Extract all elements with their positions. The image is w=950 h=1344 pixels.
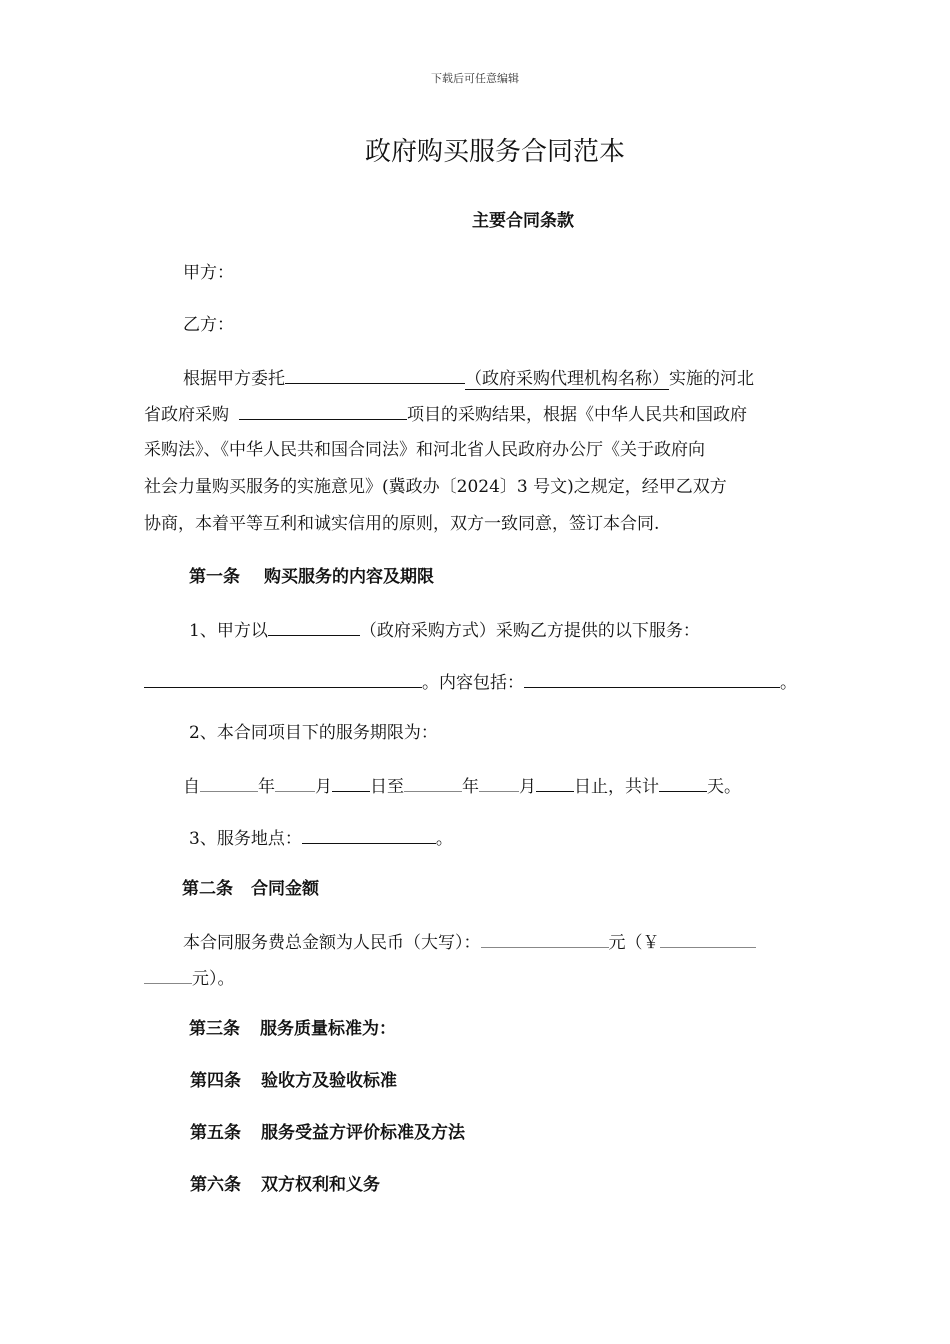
article-1-period-line	[183, 775, 741, 797]
article-1-heading	[189, 567, 434, 587]
article-2-amount-line	[183, 931, 756, 953]
article-6-heading	[190, 1175, 380, 1195]
item-text: 3、服务地点：	[189, 829, 302, 849]
article-1-service-line	[144, 671, 797, 693]
intro-text: 省政府采购	[144, 405, 229, 425]
intro-text: 实施的河北	[669, 369, 754, 389]
period-text: 日止，共计	[574, 777, 659, 797]
period-text: 日至	[370, 777, 404, 797]
article-title: 验收方及验收标准	[261, 1071, 397, 1091]
item-text: 。	[435, 829, 453, 849]
article-number: 第三条	[189, 1019, 240, 1039]
total-days-blank	[659, 775, 707, 792]
article-5-heading	[190, 1123, 465, 1143]
article-1-item-1	[189, 619, 700, 641]
start-day-blank	[332, 775, 370, 792]
article-title: 双方权利和义务	[261, 1175, 380, 1195]
service-location-blank	[302, 827, 436, 844]
end-day-blank	[536, 775, 574, 792]
period-text: 年	[462, 777, 479, 797]
article-3-heading	[189, 1019, 396, 1039]
period-text: 天。	[707, 777, 741, 797]
article-number: 第六条	[190, 1175, 241, 1195]
intro-line-4: 社会力量购买服务的实施意见》(冀政办〔2024〕3 号文)之规定，经甲乙双方	[144, 477, 727, 497]
article-title: 服务质量标准为：	[260, 1019, 396, 1039]
item-text: （政府采购方式）采购乙方提供的以下服务：	[359, 621, 700, 641]
article-2-amount-line-2	[144, 967, 235, 989]
service-name-blank	[144, 671, 422, 688]
intro-line-1	[183, 367, 754, 389]
article-1-item-2: 2、本合同项目下的服务期限为：	[189, 723, 438, 743]
intro-line-3: 采购法》、《中华人民共和国合同法》和河北省人民政府办公厅《关于政府向	[144, 440, 705, 460]
period-text: 年	[258, 777, 275, 797]
article-title: 购买服务的内容及期限	[264, 567, 434, 587]
amount-text: 元）。	[192, 969, 235, 989]
intro-line-5: 协商，本着平等互利和诚实信用的原则，双方一致同意，签订本合同.	[144, 514, 660, 534]
item-text: 1、甲方以	[189, 621, 268, 641]
period-text: 自	[183, 777, 200, 797]
document-title: 政府购买服务合同范本	[364, 137, 625, 167]
procurement-method-blank	[268, 619, 360, 636]
article-2-heading	[182, 879, 319, 899]
intro-text: 根据甲方委托	[183, 369, 285, 389]
amount-figure-blank	[660, 931, 756, 948]
start-year-blank	[200, 775, 258, 792]
project-name-blank	[239, 403, 407, 420]
article-title: 合同金额	[251, 879, 319, 899]
page-header-note: 下载后可任意编辑	[431, 72, 519, 85]
article-number: 第五条	[190, 1123, 241, 1143]
amount-text: 本合同服务费总金额为人民币（大写）：	[183, 933, 481, 953]
end-year-blank	[404, 775, 462, 792]
amount-figure-blank-cont	[144, 967, 192, 984]
intro-text: 项目的采购结果，根据《中华人民共和国政府	[407, 405, 747, 425]
amount-text: 元（￥	[608, 933, 660, 953]
end-month-blank	[479, 775, 519, 792]
section-subtitle: 主要合同条款	[472, 211, 574, 231]
item-text: 。	[780, 673, 797, 693]
period-text: 月	[315, 777, 332, 797]
service-content-blank	[524, 671, 780, 688]
item-text: 。内容包括：	[422, 673, 524, 693]
amount-words-blank	[481, 931, 609, 948]
start-month-blank	[275, 775, 315, 792]
article-number: 第二条	[182, 879, 233, 899]
article-title: 服务受益方评价标准及方法	[261, 1123, 465, 1143]
intro-line-2	[144, 403, 747, 425]
party-a-label: 甲方：	[183, 263, 234, 283]
article-1-item-3	[189, 827, 453, 849]
agency-name-hint: （政府采购代理机构名称）	[465, 369, 669, 389]
article-4-heading	[190, 1071, 397, 1091]
agency-name-blank	[285, 367, 465, 384]
article-number: 第一条	[189, 567, 240, 587]
period-text: 月	[519, 777, 536, 797]
article-number: 第四条	[190, 1071, 241, 1091]
party-b-label: 乙方：	[183, 315, 234, 335]
